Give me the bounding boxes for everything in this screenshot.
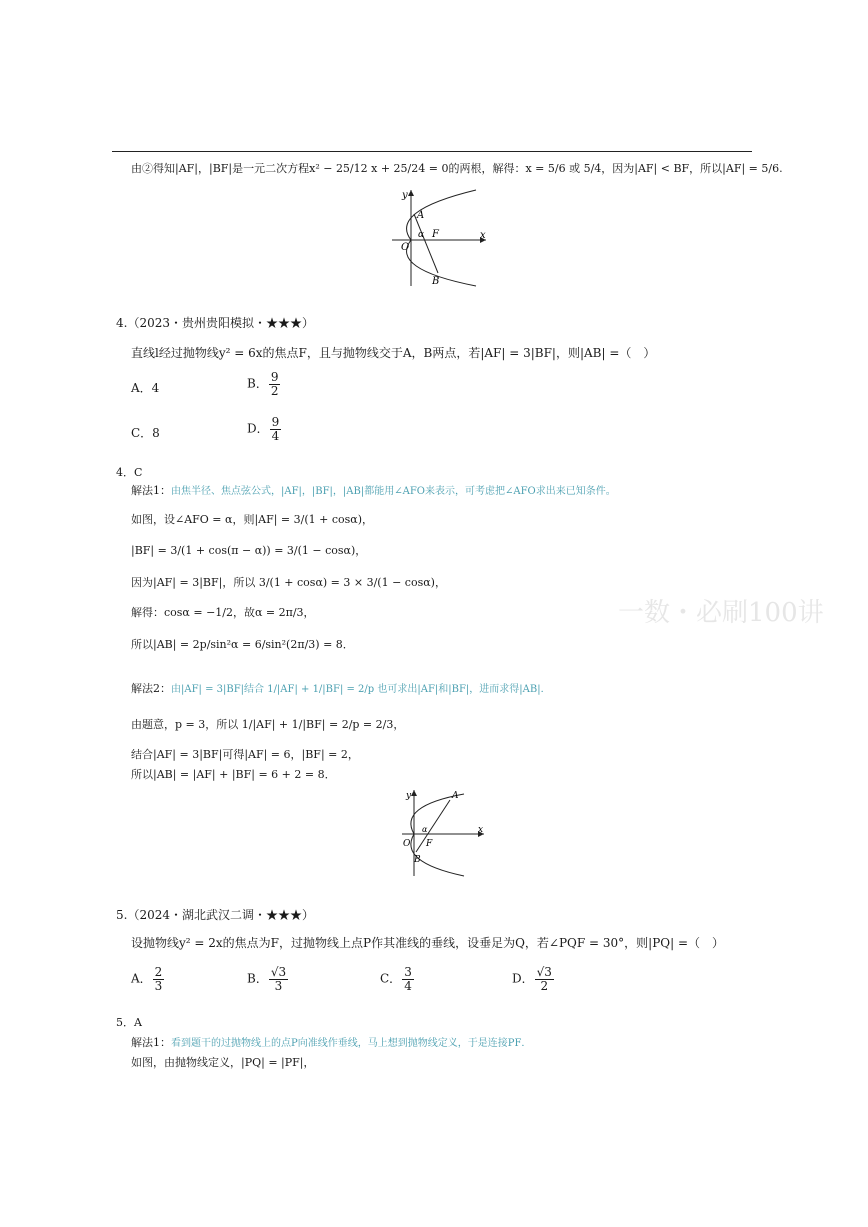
method-label: 解法1： (131, 484, 171, 497)
sol4-line-1: 如图，设∠AFO = α，则|AF| = 3/(1 + cosα)， (131, 513, 373, 526)
sol4-line-6: 由题意，p = 3，所以 1/|AF| + 1/|BF| = 2/p = 2/3， (131, 718, 405, 731)
point-a-label: A (417, 210, 425, 221)
q4-stem: 直线l经过抛物线y² = 6x的焦点F，且与抛物线交于A，B两点，若|AF| = 3|BF|，则|AB| =（ ） (131, 346, 656, 360)
sol4-line-5: 所以|AB| = 2p/sin²α = 6/sin²(2π/3) = 8． (131, 638, 354, 651)
q5-option-c (380, 966, 415, 992)
parabola-figure-2 (398, 786, 488, 878)
numerator: 9 (271, 415, 280, 429)
option-label: A． (131, 971, 152, 986)
sol4-method2 (131, 680, 551, 696)
q5-option-b (247, 966, 289, 992)
q4-option-c: C．8 (131, 426, 160, 440)
denominator: 3 (154, 978, 163, 993)
origin-label: O (401, 242, 410, 253)
y-label: y (406, 791, 412, 801)
sol5-method1 (131, 1034, 531, 1050)
option-label: C． (380, 971, 402, 986)
method-label: 解法2： (131, 682, 171, 695)
method-hint: 看到题干的过抛物线上的点P向准线作垂线，马上想到抛物线定义，于是连接PF． (171, 1038, 532, 1049)
angle-label: α (422, 825, 428, 834)
point-b-label: B (432, 276, 440, 287)
q5-option-a (131, 966, 165, 992)
q4-option-a: A．4 (131, 381, 160, 395)
sol4-line-8: 所以|AB| = |AF| + |BF| = 6 + 2 = 8． (131, 768, 336, 781)
watermark: 一数・必刷100讲 (618, 598, 824, 628)
q4-option-d (247, 416, 282, 442)
point-a-label: A (452, 791, 459, 801)
header-rule (112, 151, 752, 152)
top-solution-line: 由②得知|AF|，|BF|是一元二次方程x² − 25/12 x + 25/24 = 0的两根，解得：x = 5/6 或 5/4，因为|AF| < BF，所以|AF| = 5/6. (131, 162, 783, 175)
angle-label: α (418, 230, 425, 240)
option-label: B． (247, 971, 268, 986)
chord-ab (414, 214, 438, 273)
denominator: 3 (274, 978, 283, 993)
sol5-answer: 5．A (116, 1016, 142, 1029)
numerator: √3 (536, 965, 552, 979)
point-b-label: B (414, 855, 421, 865)
method-label: 解法1： (131, 1036, 171, 1049)
option-label: B． (247, 376, 268, 391)
x-label: x (480, 230, 486, 241)
sol4-line-4: 解得：cosα = −1/2，故α = 2π/3， (131, 606, 315, 619)
parabola-curve (407, 190, 476, 286)
focus-label: F (432, 229, 439, 240)
method-hint: 由|AF| = 3|BF|结合 1/|AF| + 1/|BF| = 2/p 也可求出|AF|和|BF|，进而求得|AB|． (171, 684, 551, 695)
numerator: 3 (404, 965, 412, 979)
origin-label: O (403, 839, 411, 849)
denominator: 2 (270, 383, 279, 398)
numerator: √3 (270, 965, 287, 979)
x-label: x (478, 825, 484, 835)
sol5-line-1: 如图，由抛物线定义，|PQ| = |PF|， (131, 1056, 315, 1069)
denominator: 4 (404, 978, 412, 993)
sol4-line-7: 结合|AF| = 3|BF|可得|AF| = 6，|BF| = 2， (131, 748, 359, 761)
y-axis-arrow (408, 190, 414, 196)
numerator: 2 (154, 965, 163, 979)
y-label: y (402, 190, 408, 201)
sol4-method1 (131, 482, 616, 498)
focus-label: F (426, 839, 433, 849)
q4-option-b (247, 371, 281, 397)
denominator: 2 (540, 978, 549, 993)
numerator: 9 (270, 370, 279, 384)
sol4-answer: 4．C (116, 466, 143, 479)
q4-header: 4.（2023・贵州贵阳模拟・★★★） (116, 316, 314, 330)
option-label: D． (247, 421, 269, 436)
denominator: 4 (271, 428, 280, 443)
q5-option-d (512, 966, 555, 992)
q5-header: 5.（2024・湖北武汉二调・★★★） (116, 908, 314, 922)
sol4-line-2: |BF| = 3/(1 + cos(π − α)) = 3/(1 − cosα)， (131, 544, 367, 557)
parabola-figure-1 (384, 186, 494, 288)
sol4-line-3: 因为|AF| = 3|BF|，所以 3/(1 + cosα) = 3 × 3/(1 − cosα)， (131, 576, 446, 589)
method-hint: 由焦半径、焦点弦公式，|AF|，|BF|，|AB|都能用∠AFO来表示，可考虑把∠AFO求出来已知条件。 (171, 486, 616, 497)
option-label: D． (512, 971, 534, 986)
q5-stem: 设抛物线y² = 2x的焦点为F，过抛物线上点P作其准线的垂线，设垂足为Q，若∠PQF = 30°，则|PQ| =（ ） (131, 936, 725, 950)
y-axis-arrow (411, 790, 417, 796)
